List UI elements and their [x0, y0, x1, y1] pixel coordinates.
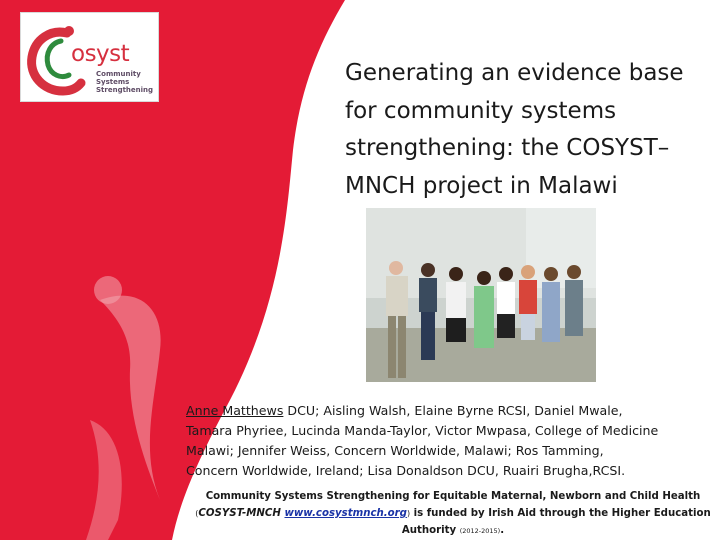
- funding-note: [186, 488, 720, 540]
- group-photo: [366, 208, 596, 382]
- logo-sub-line: Systems: [96, 78, 130, 86]
- cosyst-logo: [20, 12, 159, 102]
- project-name: COSYST-MNCH: [198, 508, 285, 519]
- author-list: [186, 401, 720, 481]
- funding-end: .: [500, 525, 505, 536]
- logo-sub-line: Strengthening: [96, 86, 154, 94]
- funding-line: is funded by Irish Aid through the Higher Education: [410, 508, 711, 519]
- title-line: MNCH project in Malawi: [345, 172, 618, 199]
- funding-line: Authority: [401, 525, 460, 536]
- author-line: DCU; Aisling Walsh, Elaine Byrne RCSI, Daniel Mwale,: [283, 403, 623, 418]
- title-line: Generating an evidence base: [345, 60, 684, 86]
- author-line: Concern Worldwide, Ireland; Lisa Donaldson DCU, Ruairi Brugha,RCSI.: [186, 463, 626, 478]
- logo-sub-line: Community: [96, 70, 141, 78]
- funding-years: (2012-2015): [459, 527, 501, 535]
- open-paren: (: [195, 509, 199, 518]
- logo-wordmark: osyst: [71, 41, 130, 67]
- title-line: for community systems: [345, 97, 617, 124]
- pale-dot: [94, 276, 122, 304]
- page-title: [345, 55, 715, 205]
- lead-author: Anne Matthews: [186, 403, 284, 418]
- funding-line: Community Systems Strengthening for Equitable Maternal, Newborn and Child Health: [205, 491, 701, 502]
- author-line: Tamara Phyriee, Lucinda Manda-Taylor, Victor Mwpasa, College of Medicine: [186, 423, 659, 438]
- title-line: strengthening: the COSYST–: [345, 135, 670, 161]
- close-paren: ): [406, 509, 411, 518]
- project-link[interactable]: www.cosystmnch.org: [284, 508, 407, 519]
- author-line: Malawi; Jennifer Weiss, Concern Worldwide, Malawi; Ros Tamming,: [186, 443, 604, 458]
